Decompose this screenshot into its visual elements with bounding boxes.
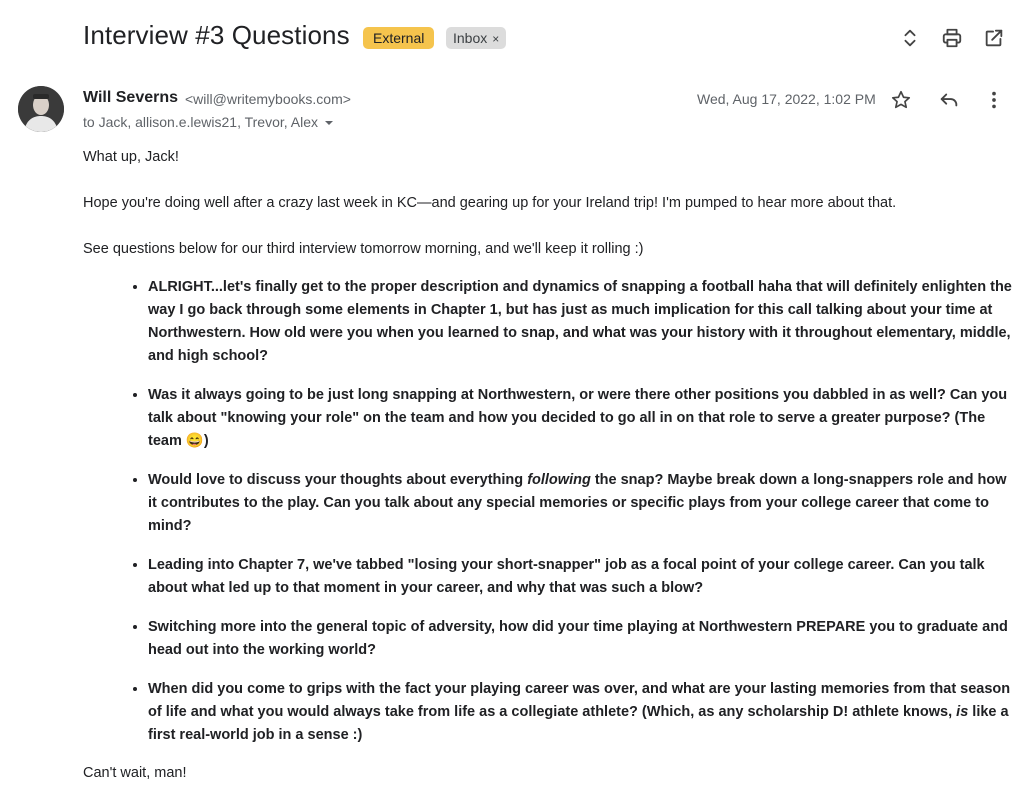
email-subject: Interview #3 Questions <box>83 20 350 50</box>
greeting: What up, Jack! <box>83 149 179 165</box>
expand-collapse-button[interactable] <box>898 26 922 50</box>
print-button[interactable] <box>940 26 964 50</box>
closing: Can't wait, man! <box>83 765 187 781</box>
question-text: When did you come to grips with the fact your playing career was over, and what are your lasting memories from that season of life and what you would always take from life as a collegiate athlete? (Which, as any scholarship D! athlete knows, <box>148 681 1011 720</box>
more-options-button[interactable] <box>982 88 1006 112</box>
email-body <box>83 146 1013 785</box>
question-emphasis: is <box>956 704 969 720</box>
sender-avatar[interactable] <box>18 86 64 132</box>
label-external-text: External <box>373 30 425 46</box>
question-item: • ALRIGHT...let's finally get to the proper description and dynamics of snapping a football haha that will definitely enlighten the way I go back through some elements in Chapter 1, but has just as much implication for this call talking about your time at Northwestern. How old were you when you learned to snap, and what was your history with it throughout elementary, middle, and high school? <box>148 275 1013 368</box>
remove-label-icon[interactable]: × <box>492 32 500 46</box>
question-text: the snap? Maybe break down a long-snappers role and how it contributes to the play. Can you talk about any special memories or specific plays from your college career that come to mind? <box>148 472 1007 534</box>
label-inbox[interactable] <box>446 27 506 49</box>
question-emphasis: following <box>527 472 591 488</box>
question-item: • Leading into Chapter 7, we've tabbed "losing your short-snapper" job as a focal point of your college career. Can you talk about what led up to that moment in your career, and why that was such a blow? <box>148 553 1013 600</box>
open-in-new-window-button[interactable] <box>982 26 1006 50</box>
label-external[interactable] <box>363 27 434 49</box>
label-inbox-text: Inbox <box>453 30 488 46</box>
star-outline-icon <box>890 89 912 111</box>
question-item: • Switching more into the general topic of adversity, how did your time playing at Northwestern PREPARE you to graduate and head out into the working world? <box>148 615 1013 662</box>
reply-button[interactable] <box>937 88 961 112</box>
body-paragraph: See questions below for our third interview tomorrow morning, and we'll keep it rolling :) <box>83 241 644 257</box>
question-list <box>83 275 1013 747</box>
sender-name[interactable]: Will Severns <box>83 89 179 106</box>
avatar-photo <box>18 86 64 132</box>
more-vertical-icon <box>983 89 1005 111</box>
sender-email: <will@writemybooks.com> <box>185 91 351 107</box>
question-text: Would love to discuss your thoughts about everything <box>148 472 528 488</box>
caret-down-icon <box>322 114 336 132</box>
unfold-icon <box>899 27 921 49</box>
reply-icon <box>938 89 960 111</box>
open-in-new-icon <box>983 27 1005 49</box>
question-text: like a first real-world job in a sense :) <box>148 704 1009 743</box>
email-date: Wed, Aug 17, 2022, 1:02 PM <box>697 91 876 107</box>
print-icon <box>941 27 963 49</box>
question-item <box>148 677 1013 747</box>
show-details-button[interactable] <box>322 114 336 132</box>
star-button[interactable] <box>889 88 913 112</box>
question-item: • Was it always going to be just long snapping at Northwestern, or were there other positions you dabbled in as well? Can you talk about "knowing your role" on the team and how you decided to go all in on that role to serve a greater purpose? (The team 😄) <box>148 383 1013 453</box>
question-item <box>148 468 1013 538</box>
body-paragraph: Hope you're doing well after a crazy last week in KC—and gearing up for your Ireland trip! I'm pumped to hear more about that. <box>83 195 897 211</box>
recipients-list: to Jack, allison.e.lewis21, Trevor, Alex <box>83 114 318 130</box>
